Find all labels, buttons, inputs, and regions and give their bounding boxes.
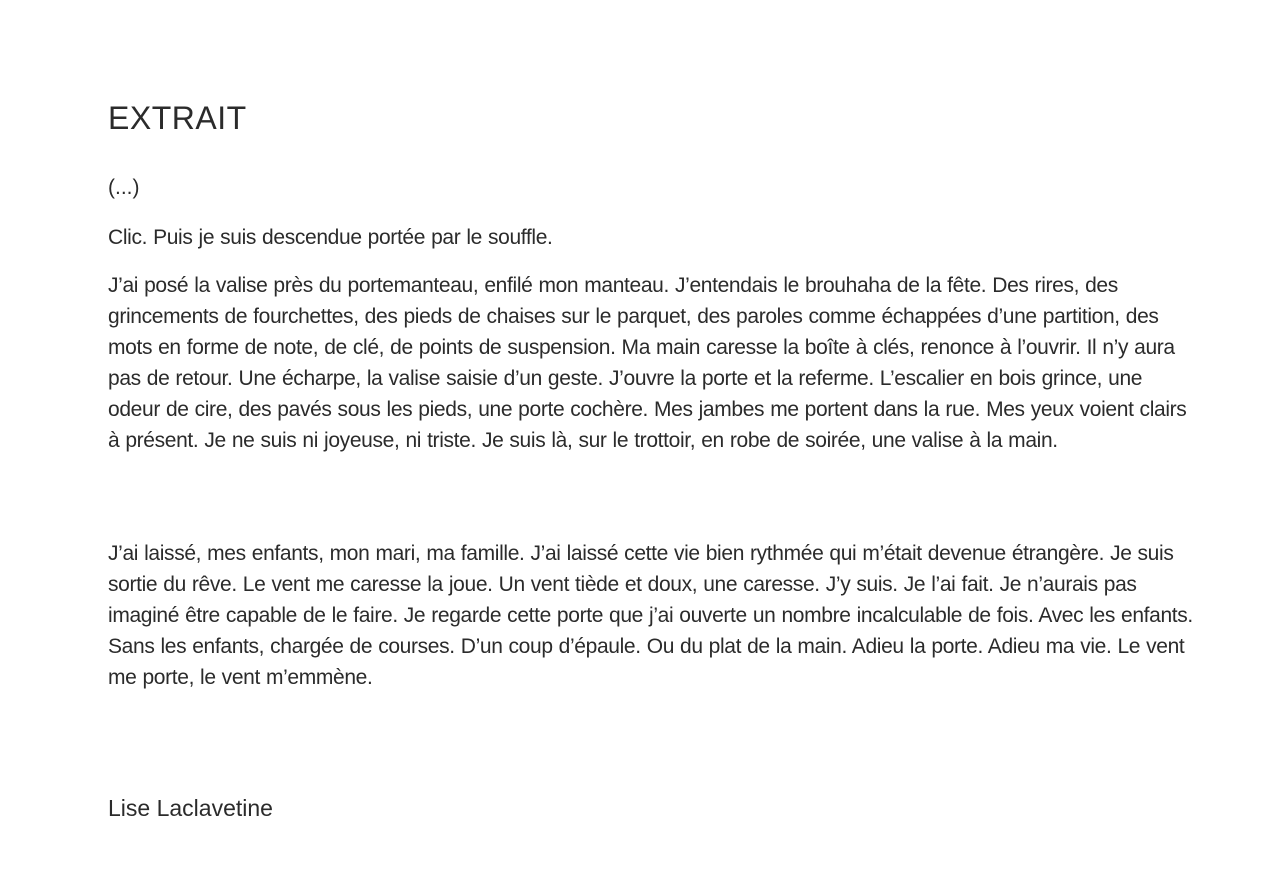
paragraph-3: J’ai laissé, mes enfants, mon mari, ma famille. J’ai laissé cette vie bien rythmée qui m’était devenue étrangère. Je suis sortie du rêve. Le vent me caresse la joue. Un vent tiède et doux, une caresse. J’y suis. Je l’ai fait. Je n’aurais pas imaginé être capable de le faire. Je regarde cette porte que j’ai ouverte un nombre incalculable de fois. Avec les enfants. Sans les enfants, chargée de courses. D’un coup d’épaule. Ou du plat de la main. Adieu la porte. Adieu ma vie. Le vent me porte, le vent m’emmène.	[108, 542, 1193, 689]
document-page	[108, 0, 1208, 890]
paragraph-2: J’ai posé la valise près du portemanteau, enfilé mon manteau. J’entendais le brouhaha de la fête. Des rires, des grincements de fourchettes, des pieds de chaises sur le parquet, des paroles comme échappées d’une partition, des mots en forme de note, de clé, de points de suspension. Ma main caresse la boîte à clés, renonce à l’ouvrir. Il n’y aura pas de retour. Une écharpe, la valise saisie d’un geste. J’ouvre la porte et la referme. L’escalier en bois grince, une odeur de cire, des pavés sous les pieds, une porte cochère. Mes jambes me portent dans la rue. Mes yeux voient clairs à présent. Je ne suis ni joyeuse, ni triste. Je suis là, sur le trottoir, en robe de soirée, une valise à la main.	[108, 274, 1187, 452]
author-name: Lise Laclavetine	[108, 795, 273, 821]
page-title: EXTRAIT	[108, 100, 247, 136]
paragraph-1: Clic. Puis je suis descendue portée par le souffle.	[108, 226, 553, 249]
ellipsis-marker: (...)	[108, 176, 140, 199]
